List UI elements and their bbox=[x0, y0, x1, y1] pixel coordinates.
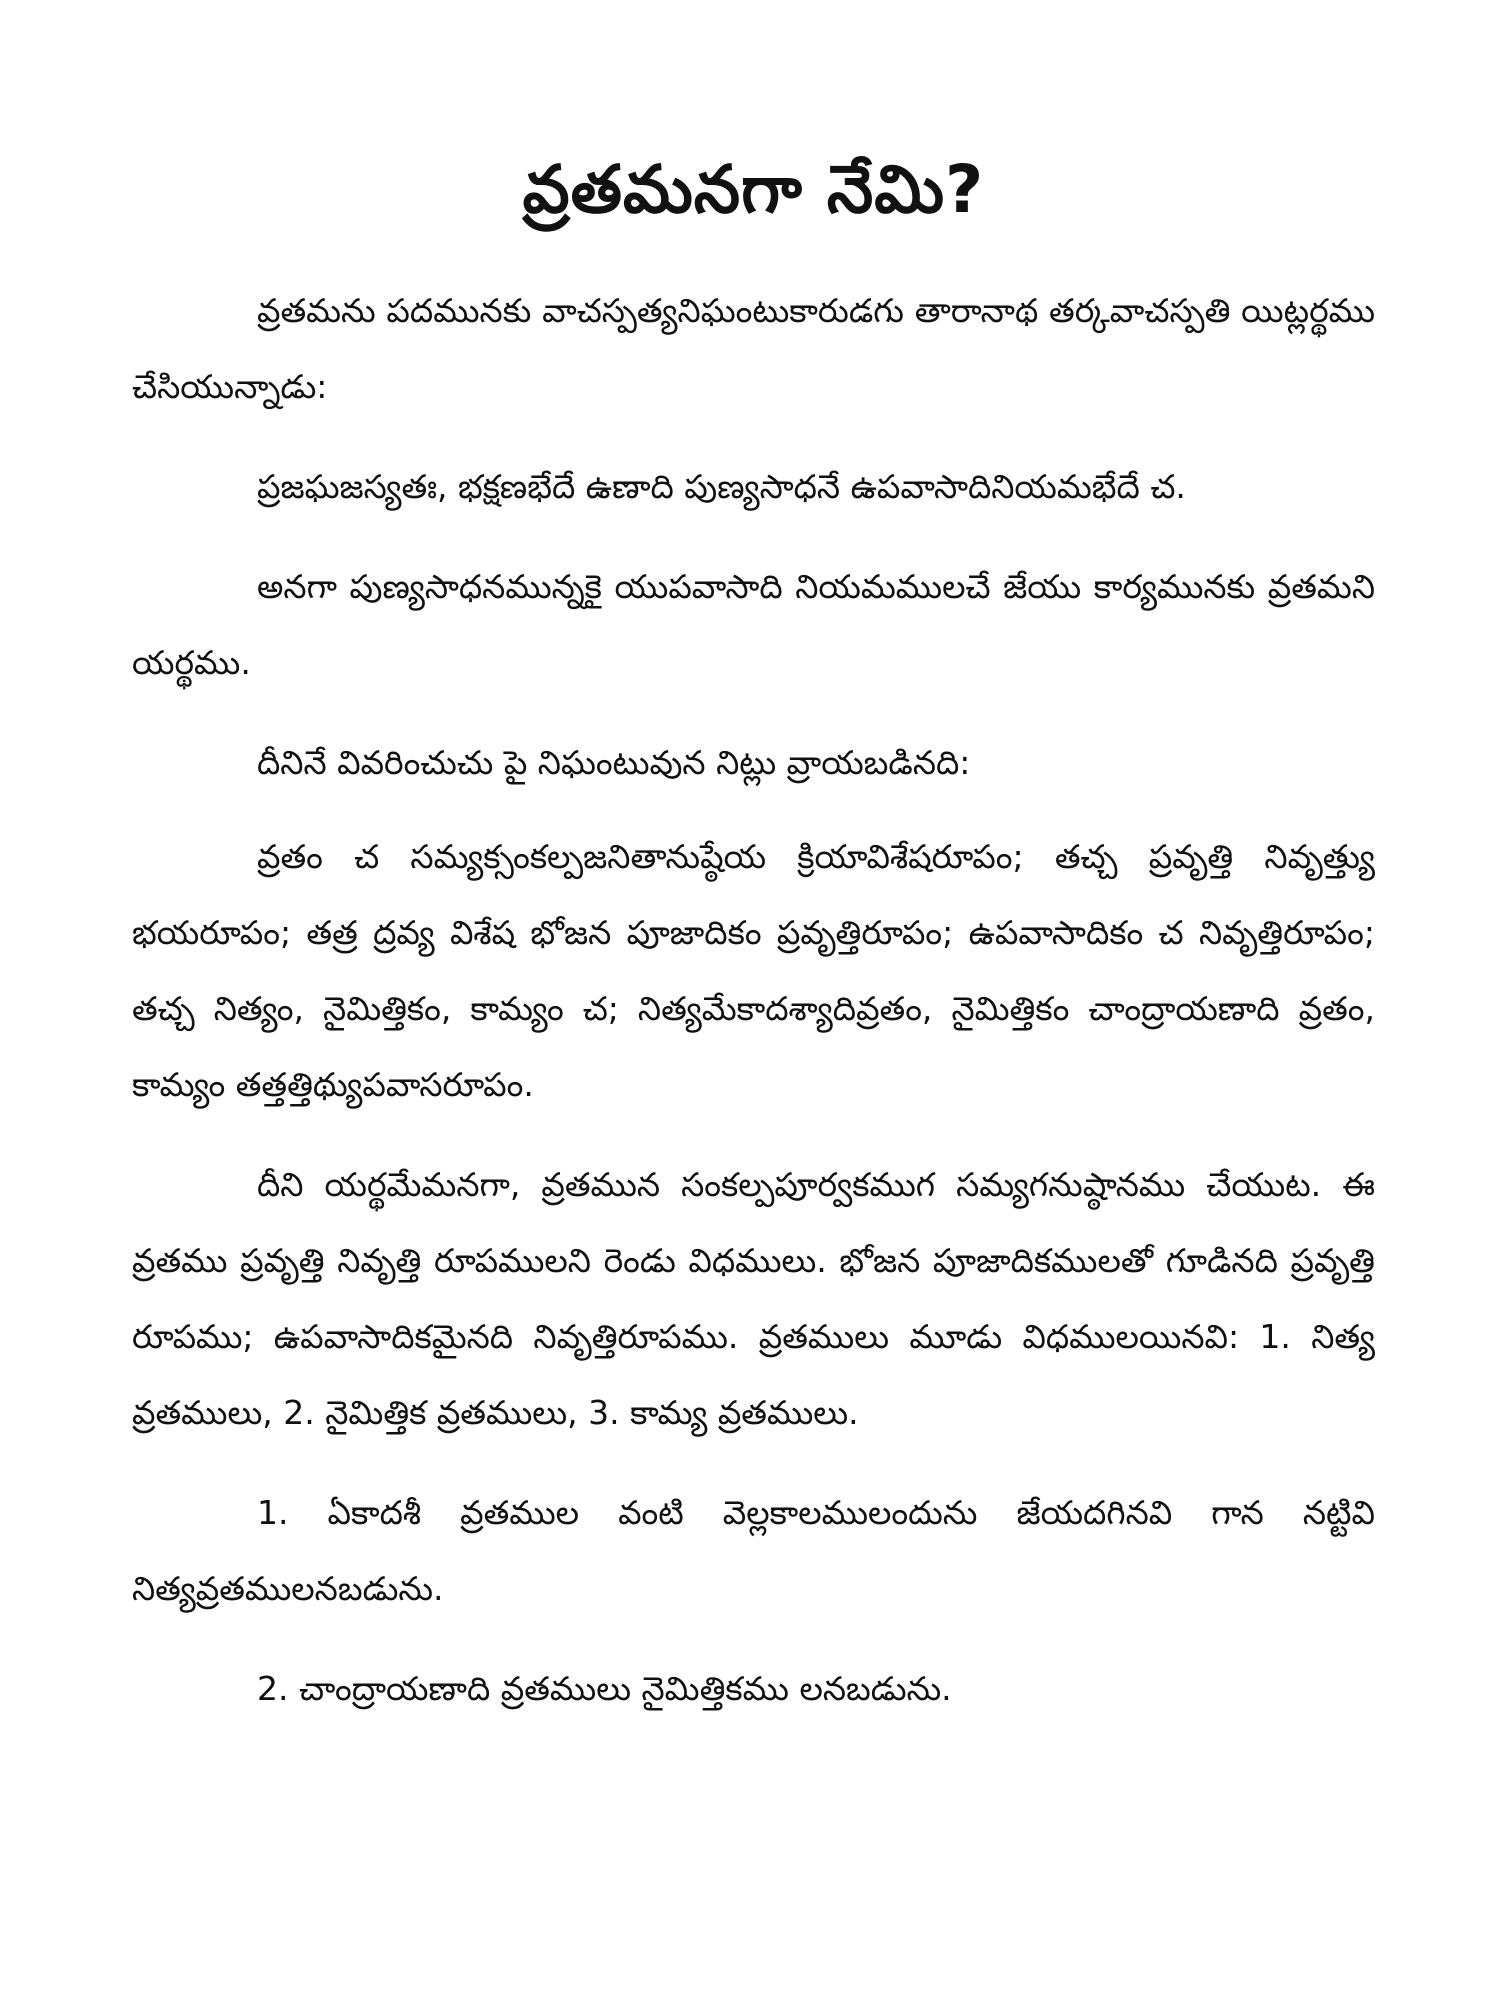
paragraph-definition-intro: వ్రతమను పదమునకు వాచస్పత్యనిఘంటుకారుడగు తారానాథ తర్కవాచస్పతి యిట్లర్థము చేసియున్నాడు: bbox=[132, 291, 1375, 407]
paragraph-meaning: అనగా పుణ్యసాధనమున్నకై యుపవాసాది నియమములచే జేయు కార్యమునకు వ్రతమని యర్థము. bbox=[132, 567, 1375, 683]
page-title: వ్రతమనగా నేమి? bbox=[522, 151, 985, 228]
paragraph-sanskrit-etymology: ప్రజఘజస్యతః, భక్షణభేదే ఉణాది పుణ్యసాధనే ఉపవాసాదినియమభేదే చ. bbox=[257, 467, 1186, 507]
paragraph-sanskrit-quote: వ్రతం చ సమ్యక్సంకల్పజనితానుష్ఠేయ క్రియావిశేషరూపం; తచ్చ ప్రవృత్తి నివృత్త్యు భయరూపం; తత్ర ద్రవ్య విశేష భోజన పూజాదికం ప్రవృత్తిరూపం; ఉపవాసాదికం చ నివృత్తిరూపం; తచ్చ నిత్యం, నైమిత్తికం, కామ్యం చ; నిత్యమేకాదశ్యాదివ్రతం, నైమిత్తికం చాంద్రాయణాది వ్రతం, కామ్యం తత్తత్తిథ్యుపవాసరూపం. bbox=[132, 837, 1375, 1105]
paragraph-explanation-intro: దీనినే వివరించుచు పై నిఘంటువున నిట్లు వ్రాయబడినది: bbox=[257, 743, 971, 783]
list-item-nitya: 1. ఏకాదశీ వ్రతముల వంటి వెల్లకాలములందును జేయదగినవి గాన నట్టివి నిత్యవ్రతములనబడును. bbox=[132, 1493, 1375, 1609]
paragraph-interpretation: దీని యర్థమేమనగా, వ్రతమున సంకల్పపూర్వకముగ సమ్యగనుష్ఠానము చేయుట. ఈ వ్రతము ప్రవృత్తి నివృత్తి రూపములని రెండు విధములు. భోజన పూజాదికములతో గూడినది ప్రవృత్తి రూపము; ఉపవాసాదికమైనది నివృత్తిరూపము. వ్రతములు మూడు విధములయినవి: 1. నిత్య వ్రతములు, 2. నైమిత్తిక వ్రతములు, 3. కామ్య వ్రతములు. bbox=[132, 1165, 1375, 1433]
list-item-naimittika: 2. చాంద్రాయణాది వ్రతములు నైమిత్తికము లనబడును. bbox=[257, 1669, 952, 1709]
